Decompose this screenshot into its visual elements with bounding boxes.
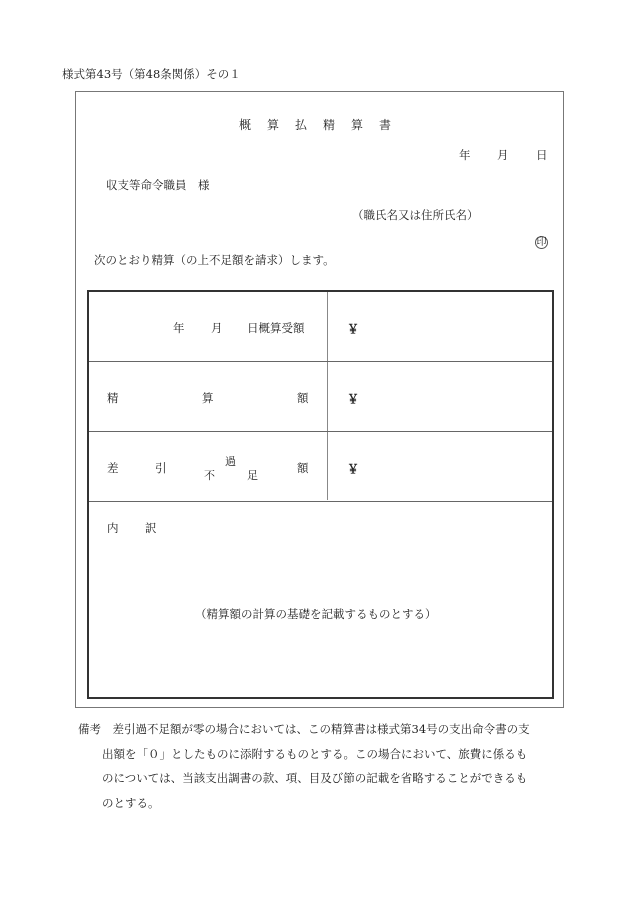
yen-symbol: ￥ xyxy=(347,462,360,476)
breakdown-section xyxy=(89,502,552,697)
row-label-advance: 日概算受額 xyxy=(247,321,305,335)
yen-symbol: ￥ xyxy=(347,322,360,336)
form-number-label: 様式第43号（第48条関係）その１ xyxy=(62,67,241,81)
remarks-line: のとする。 xyxy=(102,795,160,810)
date-day-label: 日 xyxy=(536,148,548,162)
request-statement: 次のとおり精算（の上不足額を請求）します。 xyxy=(94,253,335,267)
remarks-section xyxy=(78,717,530,815)
date-year-label: 年 xyxy=(459,148,471,162)
title-char: 書 xyxy=(379,118,392,132)
settlement-table xyxy=(87,290,554,699)
row-label-part: 算 xyxy=(202,391,214,405)
row-label-excess: 過 xyxy=(225,455,236,468)
row-label-part: 引 xyxy=(155,461,167,475)
breakdown-label-part: 訳 xyxy=(145,521,157,535)
remarks-line: のについては、当該支出調書の款、項、目及び節の記載を省略することができるも xyxy=(102,771,528,785)
addressee-line: 収支等命令職員 様 xyxy=(106,178,210,192)
yen-symbol: ￥ xyxy=(347,392,360,406)
title-char: 精 xyxy=(323,118,336,132)
row-label-month: 月 xyxy=(211,321,223,335)
remarks-heading: 備考 xyxy=(78,722,101,736)
table-row-advance-received xyxy=(89,292,552,362)
breakdown-note: （精算額の計算の基礎を記載するものとする） xyxy=(195,607,437,621)
title-char: 概 xyxy=(238,118,251,132)
breakdown-label-part: 内 xyxy=(107,521,119,535)
title-char: 算 xyxy=(351,118,364,132)
row-label-sufficient: 足 xyxy=(247,469,258,482)
row-label-year: 年 xyxy=(173,321,185,335)
document-title xyxy=(0,116,630,133)
title-char: 払 xyxy=(294,118,307,132)
seal-mark-icon: 印 xyxy=(536,237,547,248)
row-label-part: 額 xyxy=(297,461,309,475)
table-row-settlement-amount xyxy=(89,362,552,432)
name-note: （職氏名又は住所氏名） xyxy=(352,208,479,222)
row-label-not: 不 xyxy=(204,469,215,482)
remarks-line: 差引過不足額が零の場合においては、この精算書は様式第34号の支出命令書の支 xyxy=(112,722,530,736)
row-label-part: 差 xyxy=(107,461,119,475)
row-label-part: 額 xyxy=(297,391,309,405)
title-char: 算 xyxy=(266,118,279,132)
date-month-label: 月 xyxy=(497,148,509,162)
table-row-difference xyxy=(89,432,552,502)
row-label-part: 精 xyxy=(107,391,119,405)
remarks-line: 出額を「０」としたものに添附するものとする。この場合において、旅費に係るも xyxy=(102,746,528,761)
